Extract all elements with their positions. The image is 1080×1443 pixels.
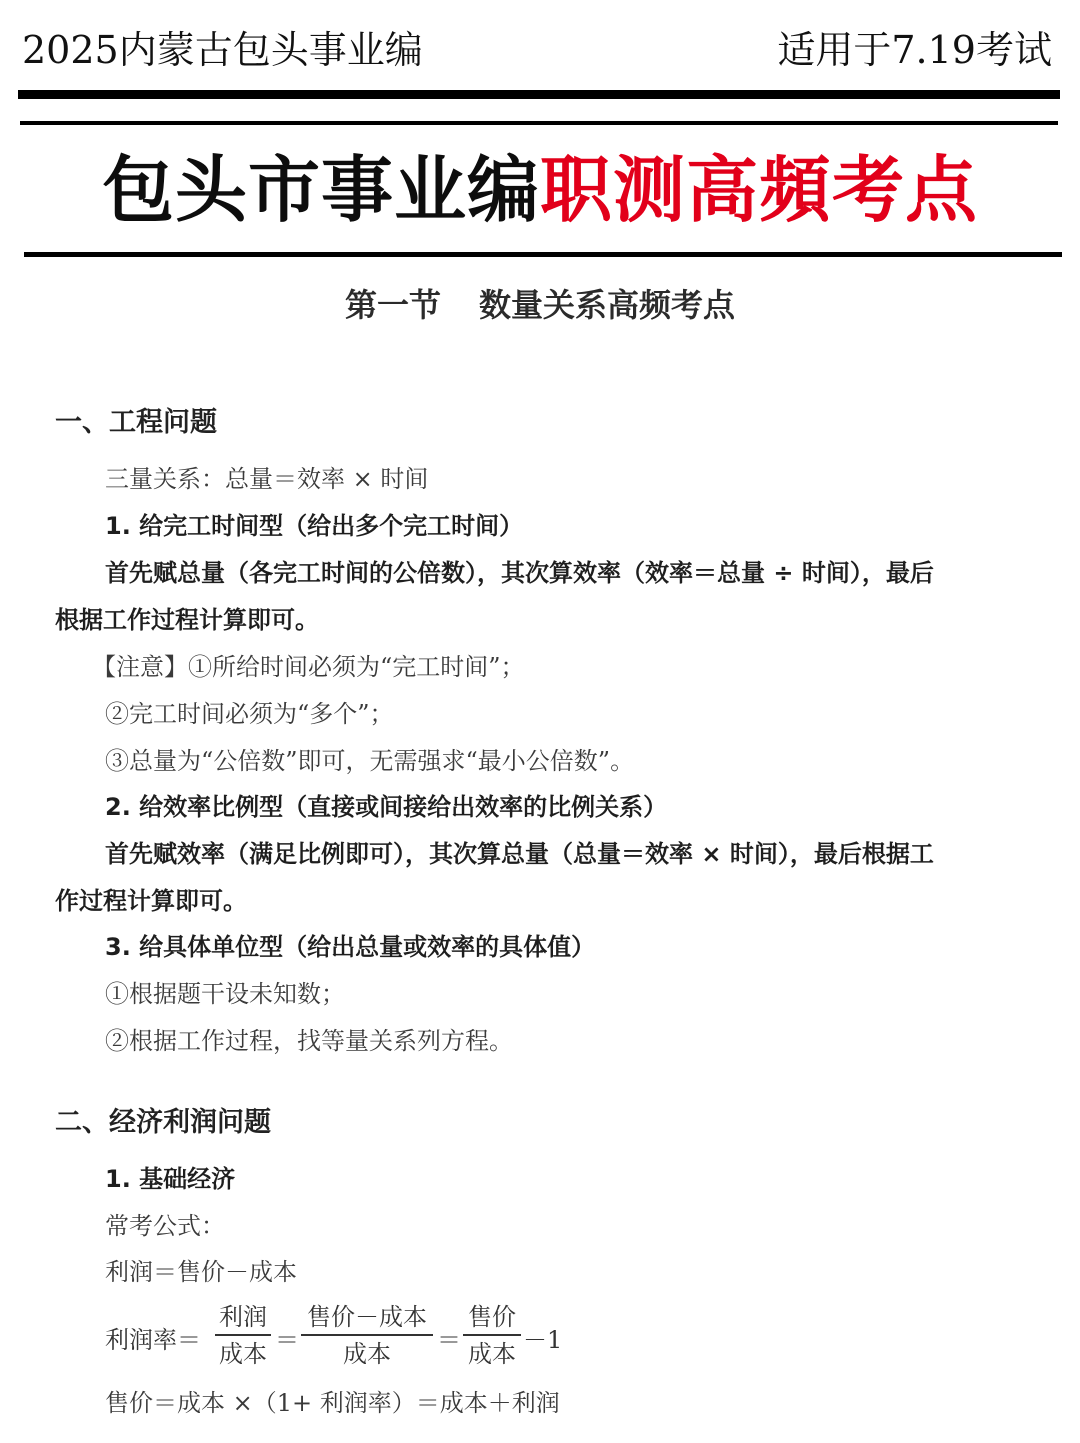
note-3: ③总量为“公倍数”即可，无需强求“最小公倍数”。 [105,747,635,775]
section-title [0,280,1080,326]
type2-body-line2: 作过程计算即可。 [55,887,247,915]
top-thin-rule [20,121,1058,125]
denominator: 成本 [219,1340,267,1368]
header-exam-name: 2025内蒙古包头事业编 [22,28,423,72]
fraction-price-over-cost [463,1300,521,1370]
price-formula: 售价＝成本 ×（1+ 利润率）＝成本＋利润 [105,1389,560,1417]
note-1: 【注意】①所给时间必须为“完工时间”； [92,653,525,681]
heading-profit: 二、经济利润问题 [55,1107,271,1138]
denominator: 成本 [343,1340,391,1368]
page-title-black: 包头市事业编 [101,147,540,232]
type2-title: 2. 给效率比例型（直接或间接给出效率的比例关系） [105,793,668,821]
page-title-red: 职测高頻考点 [540,147,979,232]
type3-step2: ②根据工作过程，找等量关系列方程。 [105,1027,513,1055]
type3-title: 3. 给具体单位型（给出总量或效率的具体值） [105,933,596,961]
basic-economy-title: 1. 基础经济 [105,1165,236,1193]
formula-label: 常考公式： [105,1212,225,1240]
page-header [0,0,1080,90]
title-underline [24,252,1062,257]
type2-body-line1: 首先赋效率（满足比例即可），其次算总量（总量＝效率 × 时间），最后根据工 [105,840,934,868]
heading-engineering: 一、工程问题 [55,407,217,438]
page-title [0,148,1080,232]
section-name: 数量关系高频考点 [479,286,736,324]
three-quantity-relation: 三量关系：总量＝效率 × 时间 [105,465,429,493]
profit-formula: 利润＝售价－成本 [105,1258,297,1286]
profit-rate-label: 利润率＝ [105,1326,201,1354]
numerator: 售价－成本 [307,1303,427,1331]
numerator: 售价 [468,1303,516,1331]
top-thick-rule [18,90,1060,99]
type1-title: 1. 给完工时间型（给出多个完工时间） [105,512,524,540]
equals-sign: ＝ [437,1326,461,1354]
minus-one: －1 [523,1326,563,1354]
numerator: 利润 [219,1303,267,1331]
header-exam-date: 适用于7.19考试 [777,28,1052,72]
note-2: ②完工时间必须为“多个”； [105,700,394,728]
section-label: 第一节 [344,286,441,324]
fraction-profit-over-cost [215,1300,271,1370]
fraction-price-minus-cost [301,1300,433,1370]
type1-body-line1: 首先赋总量（各完工时间的公倍数），其次算效率（效率＝总量 ÷ 时间），最后 [105,559,934,587]
equals-sign: ＝ [275,1326,299,1354]
denominator: 成本 [468,1340,516,1368]
type1-body-line2: 根据工作过程计算即可。 [55,606,319,634]
type3-step1: ①根据题干设未知数； [105,980,345,1008]
